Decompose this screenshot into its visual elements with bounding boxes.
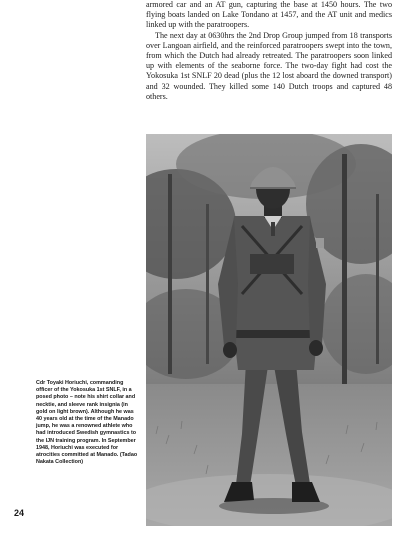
- page-number: 24: [14, 508, 25, 518]
- article-paragraph-1: armored car and an AT gun, capturing the base at 1450 hours. The two flying boats landed on Lake Tondano at 1457, and the AT unit and medics linked up with the paratroopers.: [146, 0, 392, 30]
- article-body: [146, 0, 392, 102]
- soldier-photo-illustration: [146, 134, 392, 526]
- portrait-photo: [146, 134, 392, 526]
- figure-caption: Cdr Toyaki Horiuchi, commanding officer of the Yokosuka 1st SNLF, in a posed photo – note his shirt collar and necktie, and sleeve rank insignia (in gold on light brown). Although he was 40 years old at the time of the Manado jump, he was a renowned athlete who had introduced Swedish gymnastics to the IJN training program. In September 1948, Horiuchi was executed for atrocities committed at Manado. (Tadao Nakata Collection): [36, 380, 138, 466]
- article-paragraph-2: The next day at 0630hrs the 2nd Drop Group jumped from 18 transports over Langoan airfield, and the reinforced paratroopers swept into the town, from which the Dutch had already retreated. The paratroopers soon linked up with elements of the seaborne force. The two-day fight had cost the Yokosuka 1st SNLF 20 dead (plus the 12 lost aboard the downed transport) and 32 wounded. They killed some 140 Dutch troops and captured 48 others.: [146, 30, 392, 101]
